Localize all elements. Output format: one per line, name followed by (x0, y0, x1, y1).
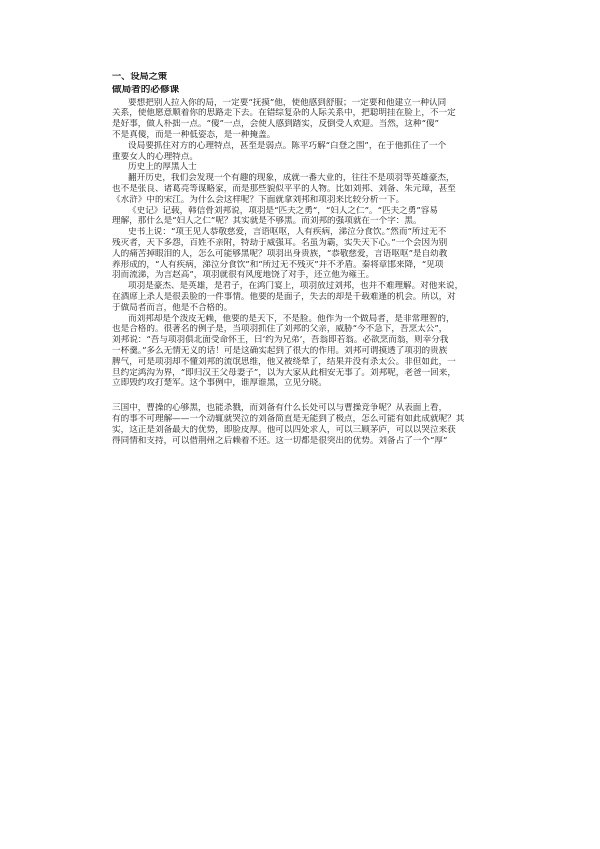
text-line: 翻开历史，我们会发现一个有趣的现象，成就一番大业的，往往不是项羽等英雄豪杰， (128, 173, 455, 184)
text-line: 在酒席上杀人是很丢脸的一件事情。他要的是面子，失去的却是千载难逢的机会。所以，对 (112, 291, 456, 302)
text-line: 有的事不可理解——一个动辄就哭泣的刘备简直是无能到了极点，怎么可能有如此成就呢？其 (112, 413, 465, 424)
text-line: 实，这正是刘备最大的优势，即脸皮厚。他可以四处求人，可以三顾茅庐，可以以哭泣来获 (112, 424, 456, 435)
text-line: 《史记》记载，韩信骨刘邦说，项羽是“匹夫之勇”，“妇人之仁”。“匹夫之勇”容易 (128, 205, 438, 216)
text-line: 得同情和支持，可以借荆州之后赖着不还。这一切都是很突出的优势。刘备占了一个“厚” (112, 435, 448, 446)
text-line: 重要女人的心理特点。 (112, 151, 198, 162)
text-line: 也是合格的。很著名的例子是，当项羽抓住了刘邦的父亲，威胁“今不急下，吾烹太公”， (112, 324, 448, 335)
paragraph-spacer (112, 389, 496, 403)
text-line: 刘邦说：“吾与项羽俱北面受命怀王，曰‘约为兄弟’，吾翁即若翁。必欲烹而翁，则幸分我 (112, 335, 449, 346)
text-line: 《水浒》中的宋江。为什么会这样呢？下面就拿刘邦和项羽来比较分析一下。 (112, 194, 405, 205)
text-line: 脾气，可是项羽却不懂刘邦的流氓思维，他又被绕晕了，结果并没有杀太公。非但如此，一 (112, 356, 456, 367)
text-line: 一杯羹。”多么无情无义的话！可是这确实起到了很大的作用。刘邦可谓摸透了项羽的贵族 (112, 345, 448, 356)
text-line: 理解，那什么是“妇人之仁”呢？其实就是不够黑。而刘邦的强项就在一个字：黑。 (112, 216, 422, 227)
document-page (112, 72, 496, 446)
text-line: 项羽是豪杰、是英雄，是君子，在鸿门宴上，项羽放过刘邦，也并不难理解。对他来说， (128, 281, 464, 292)
text-line: 关系，使他愿意顺着你的思路走下去。在错综复杂的人际关系中，把聪明挂在脸上，不一定 (112, 108, 456, 119)
heading-history: 历史上的厚黑人士 (128, 162, 197, 173)
text-line: 立即毁约攻打楚军。这个事例中，谁厚谁黑，立见分晓。 (112, 378, 327, 389)
text-line: 人的痛苦掉眼泪的人，怎么可能够黑呢？项羽出身贵族，“恭敬慈爱，言语呕呕”是自幼教 (112, 248, 448, 259)
text-line: 要想把别人拉入你的局，一定要“抚摸”他，使他感到舒服；一定要和他建立一种认同 (128, 97, 447, 108)
paragraph-block-2 (112, 173, 496, 389)
text-line: 不是真傻，而是一种低姿态，是一种掩盖。 (112, 129, 276, 140)
text-line: 三国中，曹操的心够黑，也能杀戮，而刘备有什么长处可以与曹操竞争呢？从表面上看， (112, 403, 448, 414)
text-line: 而刘邦却是个泼皮无赖，他要的是天下，不是脸。他作为一个做局者，是非常理智的， (128, 313, 455, 324)
paragraph-block-3 (112, 403, 496, 446)
text-line: 是好事，做人朴拙一点。“傻”一点，会使人感到踏实，反倒受人欢迎。当然，这种“傻” (112, 119, 439, 130)
text-line: 残灭者，天下多怨，百姓不亲附，特劫于威强耳。名虽为霸，实失天下心。”一个会因为别 (112, 237, 448, 248)
text-line: 史书上说：“项王见人恭敬慈爱，言语呕呕，人有疾病，涕泣分食饮。”然而“所过无不 (128, 227, 447, 238)
text-line: 养形成的，“人有疾病，涕泣分食饮”和“所过无不残灭”并不矛盾。秦将章邯来降，“见项 (112, 259, 444, 270)
text-line: 羽而流涕，为言赵高”，项羽就很有风度地饶了对手，还立他为雍王。 (112, 270, 375, 281)
paragraph-block-1 (112, 98, 496, 163)
section-title: 一、设局之策 (112, 72, 168, 82)
text-line: 设局要抓住对方的心理特点，甚至是弱点。陈平巧解“白登之围”，在于他抓住了一个 (128, 140, 447, 151)
text-line: 也不是张良、诸葛亮等谋略家，而是那些貌似平平的人物。比如刘邦、刘备、朱元璋，甚至 (112, 183, 456, 194)
subtitle: 做局者的必修课 (112, 84, 180, 95)
text-line: 于做局者而言，他是不合格的。 (112, 302, 233, 313)
text-line: 旦约定鸿沟为界，“即归汉王父母妻子”，以为大家从此相安无事了。刘邦呢，老爸一回来， (112, 367, 456, 378)
